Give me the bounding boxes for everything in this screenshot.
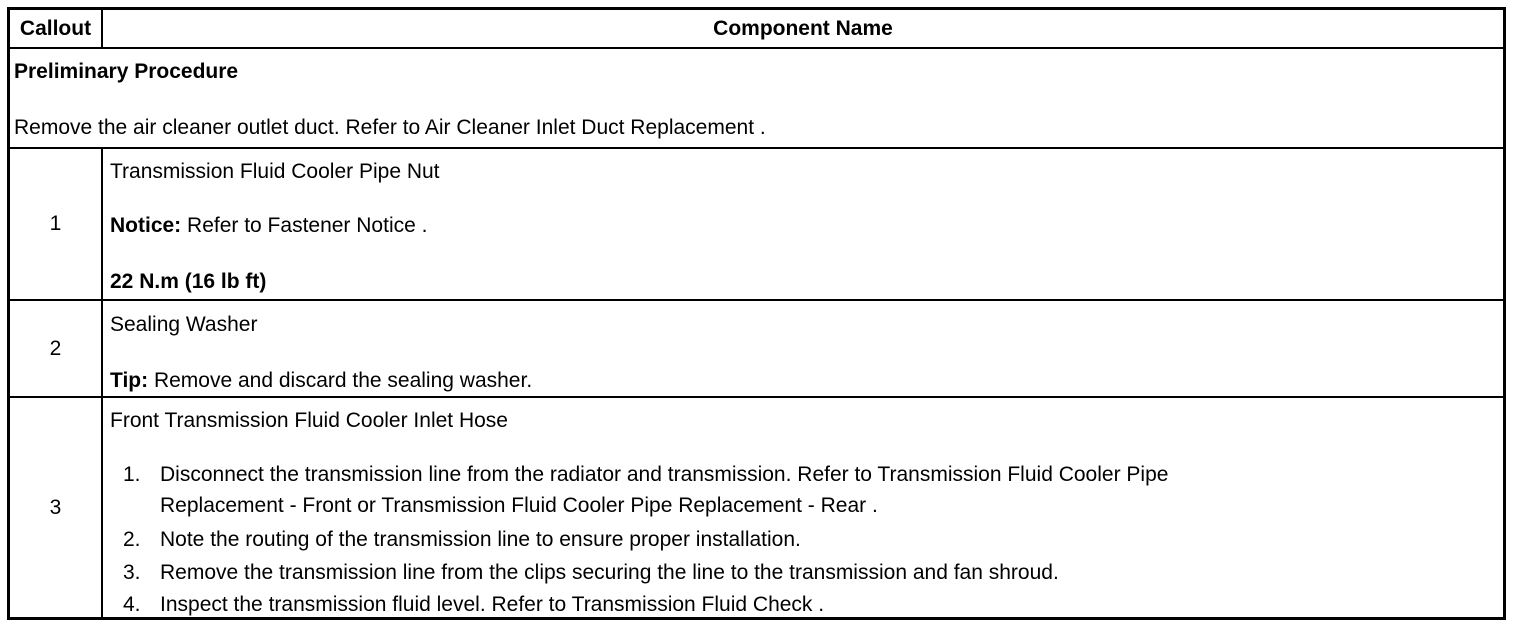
callout-column-header: Callout xyxy=(10,10,103,47)
notice-label: Notice: xyxy=(110,214,182,237)
table-row-1 xyxy=(10,149,1503,301)
callout-number: 1 xyxy=(10,149,103,299)
tip-text: Remove and discard the sealing washer. xyxy=(148,369,533,392)
list-item-text: Disconnect the transmission line from the radiator and transmission. Refer to Transmission Fluid Cooler Pipe xyxy=(160,463,1169,486)
list-item-number: 4. xyxy=(123,593,141,616)
notice-text: Refer to Fastener Notice . xyxy=(181,214,428,237)
tip-label: Tip: xyxy=(110,369,149,392)
component-name: Front Transmission Fluid Cooler Inlet Hose xyxy=(110,409,508,432)
component-cell xyxy=(103,149,1503,299)
preliminary-procedure-text: Remove the air cleaner outlet duct. Refer to Air Cleaner Inlet Duct Replacement . xyxy=(14,116,766,139)
list-item-number: 2. xyxy=(123,528,141,551)
list-item-text: Note the routing of the transmission line to ensure proper installation. xyxy=(160,528,801,551)
preliminary-procedure-title: Preliminary Procedure xyxy=(14,60,239,83)
procedure-table xyxy=(7,7,1506,620)
component-name: Sealing Washer xyxy=(110,313,258,336)
list-item-text: Remove the transmission line from the clips securing the line to the transmission and fan shroud. xyxy=(160,561,1059,584)
tip-line xyxy=(110,369,532,393)
callout-number: 3 xyxy=(10,398,103,617)
notice-line xyxy=(110,214,427,238)
component-name: Transmission Fluid Cooler Pipe Nut xyxy=(110,160,440,183)
torque-spec: 22 N.m (16 lb ft) xyxy=(110,270,267,293)
table-row-3 xyxy=(10,398,1503,617)
callout-number: 2 xyxy=(10,301,103,396)
component-cell xyxy=(103,301,1503,396)
component-name-column-header: Component Name xyxy=(713,17,893,40)
list-item-number: 3. xyxy=(123,561,141,584)
table-row-2 xyxy=(10,301,1503,398)
component-cell xyxy=(103,398,1503,617)
table-header xyxy=(10,10,1503,49)
list-item-text: Replacement - Front or Transmission Fluid Cooler Pipe Replacement - Rear . xyxy=(160,494,878,517)
list-item-number: 1. xyxy=(123,463,141,486)
list-item-text: Inspect the transmission fluid level. Refer to Transmission Fluid Check . xyxy=(160,593,825,616)
preliminary-procedure-row xyxy=(10,49,1503,149)
